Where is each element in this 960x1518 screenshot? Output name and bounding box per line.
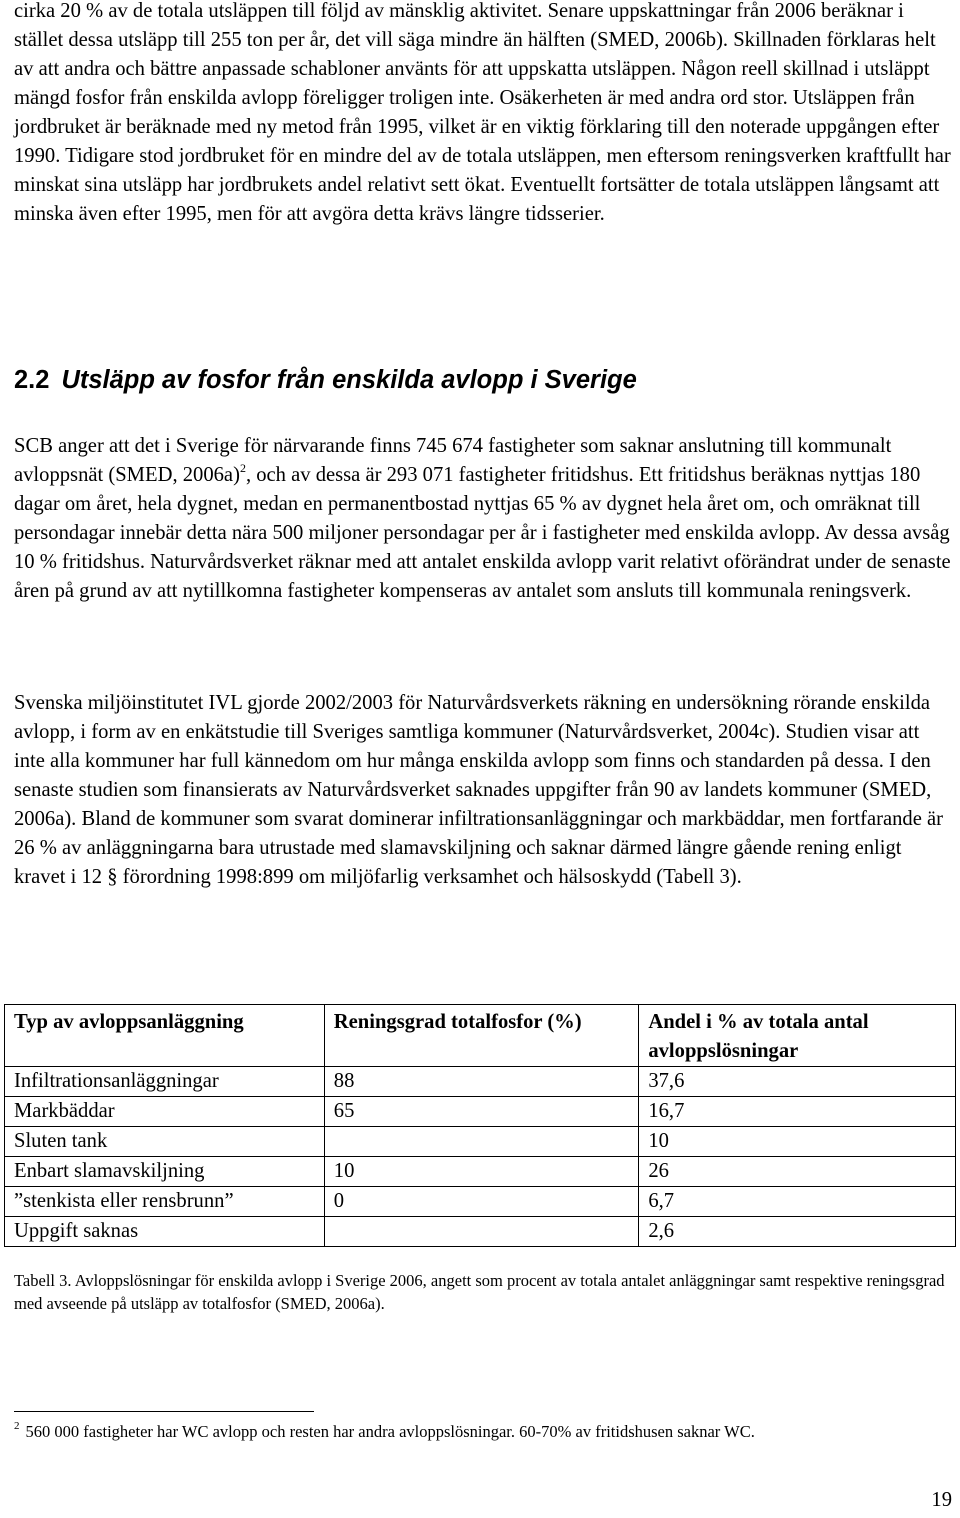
footnote-divider [14, 1411, 314, 1412]
table-cell: Uppgift saknas [5, 1217, 325, 1247]
column-header-reduction: Reningsgrad totalfosfor (%) [324, 1005, 639, 1067]
table-cell: 65 [324, 1097, 639, 1127]
section-number: 2.2 [14, 366, 50, 394]
scb-paragraph [14, 432, 954, 606]
column-header-type: Typ av avloppsanläggning [5, 1005, 325, 1067]
scb-paragraph-part2: , och av dessa är 293 071 fastigheter fritidshus. Ett fritidshus beräknas nyttjas 180 dagar om året, hela dygnet, medan en permanentbostad nyttjas 65 % av dygnet hela året om, och omräknat till persondagar innebär detta nära 500 miljoner persondagar per år i fastigheter med enskilda avlopp. Av dessa avsåg 10 % fritidshus. Naturvårdsverket räknar med att antalet enskilda avlopp varit relativt oförändrat under de senaste åren på grund av att nytillkomna fastigheter kompenseras av antalet som ansluts till kommunala reningsverk. [14, 464, 951, 602]
table-cell [324, 1217, 639, 1247]
table-cell: Enbart slamavskiljning [5, 1157, 325, 1187]
table-cell: 26 [639, 1157, 956, 1187]
footnote-number: 2 [14, 1420, 20, 1432]
table-row [5, 1217, 956, 1247]
table-row [5, 1157, 956, 1187]
table-row [5, 1097, 956, 1127]
intro-paragraph: cirka 20 % av de totala utsläppen till följd av mänsklig aktivitet. Senare uppskattningar från 2006 beräknar i stället dessa utsläpp till 255 ton per år, det vill säga mindre än hälften (SMED, 2006b). Skillnaden förklaras helt av att andra och bättre anpassade schabloner använts för att uppskatta utsläppen. Någon reell skillnad i utsläppt mängd fosfor från enskilda avlopp föreligger troligen inte. Osäkerheten är med andra ord stor. Utsläppen från jordbruket är beräknade med ny metod från 1995, vilket är en viktig förklaring till den noterade uppgången efter 1990. Tidigare stod jordbruket för en mindre del av de totala utsläppen, men eftersom reningsverken kraftfullt har minskat sina utsläpp har jordbrukets andel relativt sett ökat. Eventuellt fortsätter de totala utsläppen långsamt att minska även efter 1995, men för att avgöra detta krävs längre tidsserier. [14, 0, 951, 225]
footnote-text: 560 000 fastigheter har WC avlopp och resten har andra avloppslösningar. 60-70% av fritidshusen saknar WC. [25, 1422, 755, 1441]
table-cell: 16,7 [639, 1097, 956, 1127]
table-cell: 88 [324, 1067, 639, 1097]
sewage-systems-table [4, 1004, 956, 1247]
table-cell: 10 [639, 1127, 956, 1157]
table-cell: ”stenkista eller rensbrunn” [5, 1187, 325, 1217]
table-cell: 6,7 [639, 1187, 956, 1217]
table-cell: Sluten tank [5, 1127, 325, 1157]
table-row [5, 1187, 956, 1217]
scb-paragraph-part1: SCB anger att det i Sverige för närvarande finns 745 674 fastigheter som saknar anslutning till kommunalt avloppsnät (SMED, 2006a) [14, 435, 892, 486]
footnote-reference[interactable]: 2 [239, 461, 246, 475]
footnote [14, 1420, 755, 1443]
page-number: 19 [931, 1489, 952, 1511]
table-cell: 10 [324, 1157, 639, 1187]
section-heading [14, 362, 637, 398]
table-cell: Markbäddar [5, 1097, 325, 1127]
table-cell: 2,6 [639, 1217, 956, 1247]
section-title: Utsläpp av fosfor från enskilda avlopp i Sverige [61, 366, 637, 394]
table-caption: Tabell 3. Avloppslösningar för enskilda avlopp i Sverige 2006, angett som procent av totala antalet anläggningar samt respektive reningsgrad med avseende på utsläpp av totalfosfor (SMED, 2006a). [14, 1271, 945, 1313]
table-cell [324, 1127, 639, 1157]
table-header-row [5, 1005, 956, 1067]
table-row [5, 1067, 956, 1097]
table-row [5, 1127, 956, 1157]
table-cell: Infiltrationsanläggningar [5, 1067, 325, 1097]
ivl-paragraph: Svenska miljöinstitutet IVL gjorde 2002/2003 för Naturvårdsverkets räkning en undersökning rörande enskilda avlopp, i form av en enkätstudie till Sveriges samtliga kommuner (Naturvårdsverket, 2004c). Studien visar att inte alla kommuner har full kännedom om hur många enskilda avlopp som finns och standarden på dessa. I den senaste studien som finansierats av Naturvårdsverket saknades uppgifter från 90 av landets kommuner (SMED, 2006a). Bland de kommuner som svarat dominerar infiltrationsanläggningar och markbäddar, men fortfarande är 26 % av anläggningarna bara utrustade med slamavskiljning och saknar därmed längre gående rening enligt kravet i 12 § förordning 1998:899 om miljöfarlig verksamhet och hälsoskydd (Tabell 3). [14, 692, 944, 888]
column-header-share: Andel i % av totala antal avloppslösningar [639, 1005, 956, 1067]
table-cell: 0 [324, 1187, 639, 1217]
table-cell: 37,6 [639, 1067, 956, 1097]
